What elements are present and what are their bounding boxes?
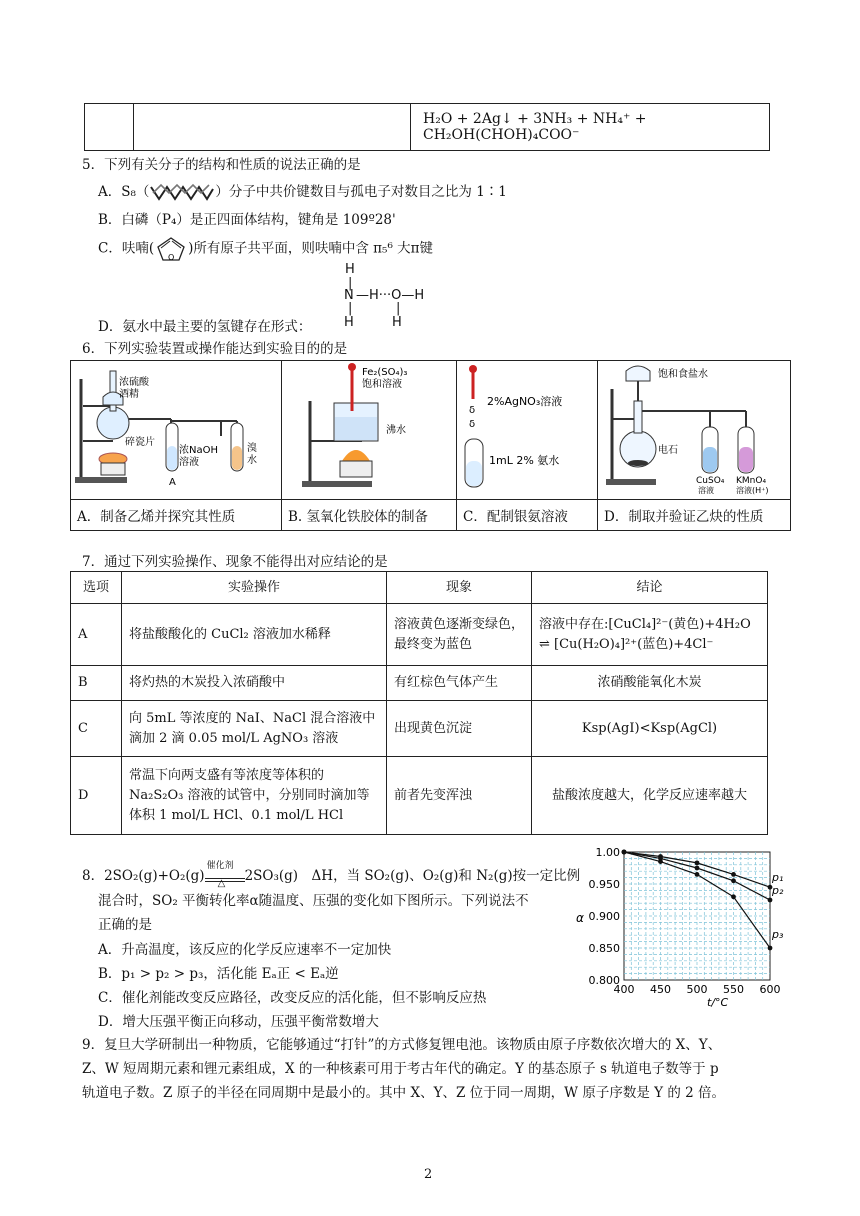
svg-text:δ: δ bbox=[469, 405, 476, 416]
data-point bbox=[695, 866, 700, 871]
q8-option-c: C．催化剂能改变反应路径，改变反应的活化能，但不影响反应热 bbox=[98, 990, 487, 1006]
data-point bbox=[731, 894, 736, 899]
x-axis-label: t/°C bbox=[707, 996, 729, 1009]
y-tick-label: 0.800 bbox=[588, 974, 620, 987]
q7-table bbox=[70, 571, 768, 835]
acetylene-apparatus bbox=[598, 361, 790, 495]
label-saturated: 饱和溶液 bbox=[362, 379, 402, 390]
q8-line-1: 8．2SO₂(g)+O₂(g) 催化剂 △ 2SO₃(g) ΔH，当 SO₂(g)、O₂(g)和 N₂(g)按一定比例 bbox=[82, 864, 580, 884]
q6-caption-c: C．配制银氨溶液 bbox=[457, 500, 598, 531]
series-label: p₁ bbox=[772, 871, 784, 885]
fig-c-silver-ammonia bbox=[457, 361, 598, 500]
x-tick-label: 450 bbox=[650, 983, 671, 996]
y-tick-label: 1.00 bbox=[595, 846, 620, 859]
fig-a-ethylene bbox=[71, 361, 282, 500]
label-naoh-solution: 溶液 bbox=[179, 457, 199, 468]
table-row: B 将灼热的木炭投入浓硝酸中 有红棕色气体产生 浓硝酸能氧化木炭 bbox=[71, 666, 768, 701]
data-point bbox=[731, 872, 736, 877]
x-tick-label: 550 bbox=[723, 983, 744, 996]
data-point bbox=[658, 859, 663, 864]
data-point bbox=[731, 878, 736, 883]
table-row: A 将盐酸酸化的 CuCl₂ 溶液加水稀释 溶液黄色逐渐变绿色，最终变为蓝色 溶液中存在:[CuCl₄]²⁻(黄色)+4H₂O ⇌ [Cu(H₂O)₄]²⁺(蓝色)+4Cl⁻ bbox=[71, 604, 768, 666]
table-row: D 常温下向两支盛有等浓度等体积的 Na₂S₂O₃ 溶液的试管中，分别同时滴加等体积 1 mol/L HCl、0.1 mol/L HCl 前者先变浑浊 盐酸浓度越大，化学反应速率越大 bbox=[71, 757, 768, 835]
label-water: 水 bbox=[247, 455, 257, 466]
q6-stem: 6．下列实验装置或操作能达到实验目的的是 bbox=[82, 341, 348, 357]
y-tick-label: 0.900 bbox=[588, 910, 620, 923]
q8-option-d: D．增大压强平衡正向移动，压强平衡常数增大 bbox=[98, 1014, 379, 1030]
q6-caption-d: D．制取并验证乙炔的性质 bbox=[598, 500, 791, 531]
label-solution-h: 溶液(H⁺) bbox=[736, 486, 769, 495]
q9-line-3: 轨道电子数。Z 原子的半径在同周期中是最小的。其中 X、Y、Z 位于同一周期，W 原子序数是 Y 的 2 倍。 bbox=[82, 1085, 725, 1101]
label-naoh: 浓NaOH bbox=[179, 445, 218, 456]
q7-stem: 7．通过下列实验操作、现象不能得出对应结论的是 bbox=[82, 554, 388, 570]
table-row: C 向 5mL 等浓度的 NaI、NaCl 混合溶液中滴加 2 滴 0.05 mol/L AgNO₃ 溶液 出现黄色沉淀 Ksp(AgI)<Ksp(AgCl) bbox=[71, 701, 768, 757]
label-brine: 饱和食盐水 bbox=[658, 369, 708, 380]
label-boiling-water: 沸水 bbox=[386, 425, 406, 436]
q6-caption-b: B. 氢氧化铁胶体的制备 bbox=[282, 500, 457, 531]
q8-option-b: B．p₁ > p₂ > p₃，活化能 Eₐ正 < Eₐ逆 bbox=[98, 966, 339, 982]
label-acid: 浓硫酸 bbox=[119, 377, 149, 388]
q9-line-2: Z、W 短周期元素和锂元素组成，X 的一种核素可用于考古年代的确定。Y 的基态原子 s 轨道电子数等于 p bbox=[82, 1061, 719, 1077]
q6-apparatus-table bbox=[70, 360, 791, 531]
silver-ammonia-apparatus bbox=[457, 361, 597, 495]
x-tick-label: 600 bbox=[759, 983, 781, 996]
svg-text:O: O bbox=[168, 253, 175, 262]
catalyst-label: 催化剂 bbox=[206, 860, 234, 871]
fig-d-acetylene bbox=[598, 361, 791, 500]
q5-option-d: D．氨水中最主要的氢键存在形式： bbox=[98, 319, 312, 335]
y-axis-label: α bbox=[576, 911, 584, 925]
conversion-chart bbox=[570, 842, 790, 1017]
label-ammonia: 1mL 2% 氨水 bbox=[489, 454, 560, 467]
q8-line-3: 正确的是 bbox=[98, 917, 152, 933]
q9-line-1: 9．复旦大学研制出一种物质，它能够通过“打针”的方式修复锂电池。该物质由原子序数依次增大的 X、Y、 bbox=[82, 1037, 722, 1053]
page-number: 2 bbox=[424, 1167, 433, 1182]
s8-ring-icon bbox=[149, 183, 215, 203]
label-cuso4: CuSO₄ bbox=[696, 476, 725, 486]
q5-stem: 5．下列有关分子的结构和性质的说法正确的是 bbox=[82, 157, 361, 173]
q5-option-a: A．S₈（ ）分子中共价键数目与孤电子对数目之比为 1∶1 bbox=[98, 180, 507, 203]
q6-caption-a: A．制备乙烯并探究其性质 bbox=[71, 500, 282, 531]
top-table-fragment bbox=[84, 103, 770, 151]
y-tick-label: 0.850 bbox=[588, 942, 620, 955]
header-phenomenon: 现象 bbox=[387, 572, 532, 604]
label-bromine: 溴 bbox=[247, 443, 257, 454]
fig-b-colloid bbox=[282, 361, 457, 500]
label-solution: 溶液 bbox=[698, 486, 714, 495]
label-kmno4: KMnO₄ bbox=[736, 476, 767, 486]
q8-option-a: A．升高温度，该反应的化学反应速率不一定加快 bbox=[98, 942, 392, 958]
data-point bbox=[622, 850, 627, 855]
silver-mirror-product: H₂O + 2Ag↓ + 3NH₃ + NH₄⁺ + CH₂OH(CHOH)₄COO⁻ bbox=[411, 104, 770, 151]
furan-icon bbox=[154, 236, 188, 262]
header-operation: 实验操作 bbox=[122, 572, 387, 604]
label-agno3: 2%AgNO₃溶液 bbox=[487, 395, 563, 408]
label-chips: 碎瓷片 bbox=[125, 437, 155, 448]
label-mark-a: A bbox=[169, 477, 176, 488]
colloid-apparatus bbox=[282, 361, 456, 495]
header-conclusion: 结论 bbox=[532, 572, 768, 604]
q5-option-b: B．白磷（P₄）是正四面体结构，键角是 109º28' bbox=[98, 212, 396, 228]
svg-text:δ: δ bbox=[469, 419, 476, 430]
data-point bbox=[768, 898, 773, 903]
ethylene-apparatus bbox=[71, 361, 281, 495]
q5-option-c: C．呋喃( O )所有原子共平面，则呋喃中含 π₅⁶ 大π键 bbox=[98, 236, 433, 262]
heat-label: △ bbox=[217, 877, 226, 889]
header-option: 选项 bbox=[71, 572, 122, 604]
data-point bbox=[768, 946, 773, 951]
data-point bbox=[695, 872, 700, 877]
label-carbide: 电石 bbox=[658, 445, 678, 456]
series-label: p₃ bbox=[772, 928, 784, 941]
q8-line-2: 混合时，SO₂ 平衡转化率α随温度、压强的变化如下图所示。下列说法不 bbox=[98, 893, 529, 909]
series-label: p₂ bbox=[772, 884, 784, 897]
x-tick-label: 400 bbox=[613, 983, 635, 996]
data-point bbox=[695, 860, 700, 865]
x-tick-label: 500 bbox=[686, 983, 708, 996]
y-tick-label: 0.950 bbox=[588, 878, 620, 891]
label-ethanol: 酒精 bbox=[119, 389, 139, 400]
label-fe2so43: Fe₂(SO₄)₃ bbox=[362, 367, 408, 378]
